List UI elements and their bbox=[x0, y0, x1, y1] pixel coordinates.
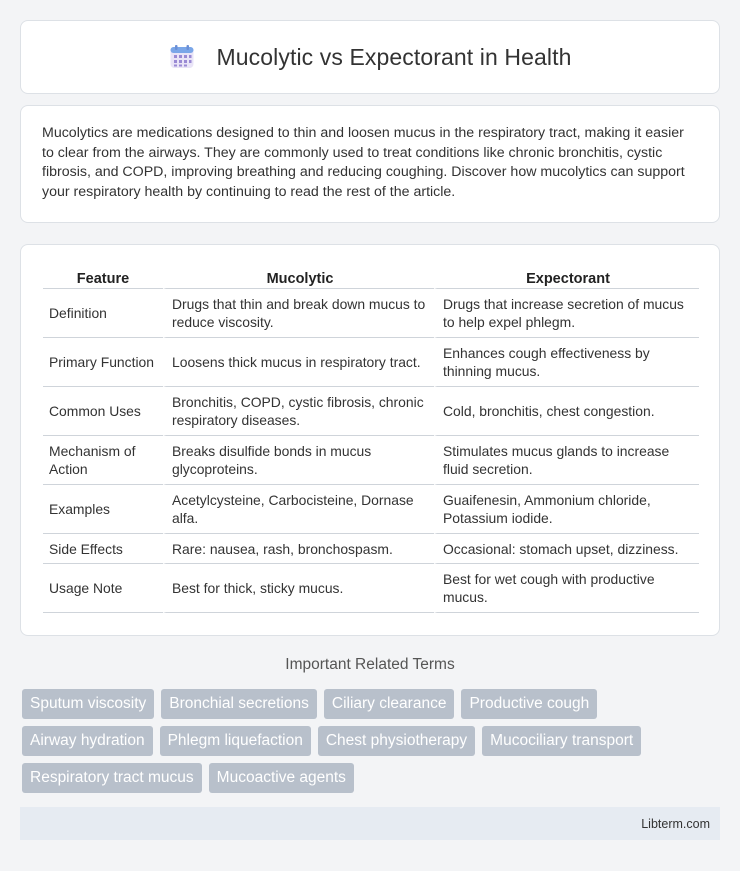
related-term-chip[interactable]: Productive cough bbox=[461, 689, 597, 719]
feature-cell: Primary Function bbox=[43, 338, 163, 387]
expectorant-cell: Drugs that increase secretion of mucus to help expel phlegm. bbox=[434, 289, 699, 338]
table-row bbox=[43, 534, 699, 564]
column-header-feature: Feature bbox=[43, 265, 163, 289]
title-wrap bbox=[169, 44, 572, 71]
feature-cell: Definition bbox=[43, 289, 163, 338]
table-header-row bbox=[43, 265, 699, 289]
feature-cell: Examples bbox=[43, 485, 163, 534]
table-row bbox=[43, 338, 699, 387]
table-row bbox=[43, 564, 699, 613]
expectorant-cell: Stimulates mucus glands to increase fluid secretion. bbox=[434, 436, 699, 485]
expectorant-cell: Cold, bronchitis, chest congestion. bbox=[434, 387, 699, 436]
related-term-chip[interactable]: Airway hydration bbox=[22, 726, 153, 756]
table-row bbox=[43, 387, 699, 436]
expectorant-cell: Enhances cough effectiveness by thinning mucus. bbox=[434, 338, 699, 387]
mucolytic-cell: Bronchitis, COPD, cystic fibrosis, chronic respiratory diseases. bbox=[163, 387, 434, 436]
chip-row bbox=[22, 763, 722, 793]
mucolytic-cell: Acetylcysteine, Carbocisteine, Dornase alfa. bbox=[163, 485, 434, 534]
expectorant-cell: Occasional: stomach upset, dizziness. bbox=[434, 534, 699, 564]
mucolytic-cell: Loosens thick mucus in respiratory tract. bbox=[163, 338, 434, 387]
mucolytic-cell: Best for thick, sticky mucus. bbox=[163, 564, 434, 613]
mucolytic-cell: Breaks disulfide bonds in mucus glycoproteins. bbox=[163, 436, 434, 485]
footer-site-link[interactable]: Libterm.com bbox=[641, 816, 710, 831]
intro-paragraph: Mucolytics are medications designed to thin and loosen mucus in the respiratory tract, making it easier to clear from the airways. They are commonly used to treat conditions like chronic bronchitis, cystic fibrosis, and COPD, improving breathing and reducing coughing. Discover how mucolytics can support your respiratory health by continuing to read the rest of the article. bbox=[42, 125, 685, 200]
related-term-chip[interactable]: Mucociliary transport bbox=[482, 726, 641, 756]
calendar-icon bbox=[169, 44, 195, 70]
feature-cell: Usage Note bbox=[43, 564, 163, 613]
feature-cell: Mechanism of Action bbox=[43, 436, 163, 485]
related-term-chip[interactable]: Phlegm liquefaction bbox=[160, 726, 311, 756]
related-term-chip[interactable]: Respiratory tract mucus bbox=[22, 763, 202, 793]
expectorant-cell: Guaifenesin, Ammonium chloride, Potassium iodide. bbox=[434, 485, 699, 534]
footer bbox=[20, 807, 720, 840]
table-row bbox=[43, 436, 699, 485]
comparison-table-card bbox=[20, 244, 720, 636]
column-header-mucolytic: Mucolytic bbox=[163, 265, 434, 289]
chip-row bbox=[22, 726, 722, 756]
mucolytic-cell: Drugs that thin and break down mucus to reduce viscosity. bbox=[163, 289, 434, 338]
feature-cell: Side Effects bbox=[43, 534, 163, 564]
chip-row bbox=[22, 689, 722, 719]
table-row bbox=[43, 485, 699, 534]
page-title: Mucolytic vs Expectorant in Health bbox=[216, 43, 572, 70]
related-term-chip[interactable]: Ciliary clearance bbox=[324, 689, 455, 719]
related-term-chip[interactable]: Chest physiotherapy bbox=[318, 726, 475, 756]
header-card bbox=[20, 20, 720, 94]
related-term-chip[interactable]: Mucoactive agents bbox=[209, 763, 354, 793]
mucolytic-cell: Rare: nausea, rash, bronchospasm. bbox=[163, 534, 434, 564]
intro-card bbox=[20, 105, 720, 223]
related-terms-heading: Important Related Terms bbox=[285, 656, 455, 673]
column-header-expectorant: Expectorant bbox=[434, 265, 699, 289]
comparison-table bbox=[43, 265, 699, 613]
expectorant-cell: Best for wet cough with productive mucus. bbox=[434, 564, 699, 613]
related-terms-list bbox=[22, 689, 722, 800]
table-row bbox=[43, 289, 699, 338]
related-term-chip[interactable]: Bronchial secretions bbox=[161, 689, 317, 719]
related-term-chip[interactable]: Sputum viscosity bbox=[22, 689, 154, 719]
feature-cell: Common Uses bbox=[43, 387, 163, 436]
